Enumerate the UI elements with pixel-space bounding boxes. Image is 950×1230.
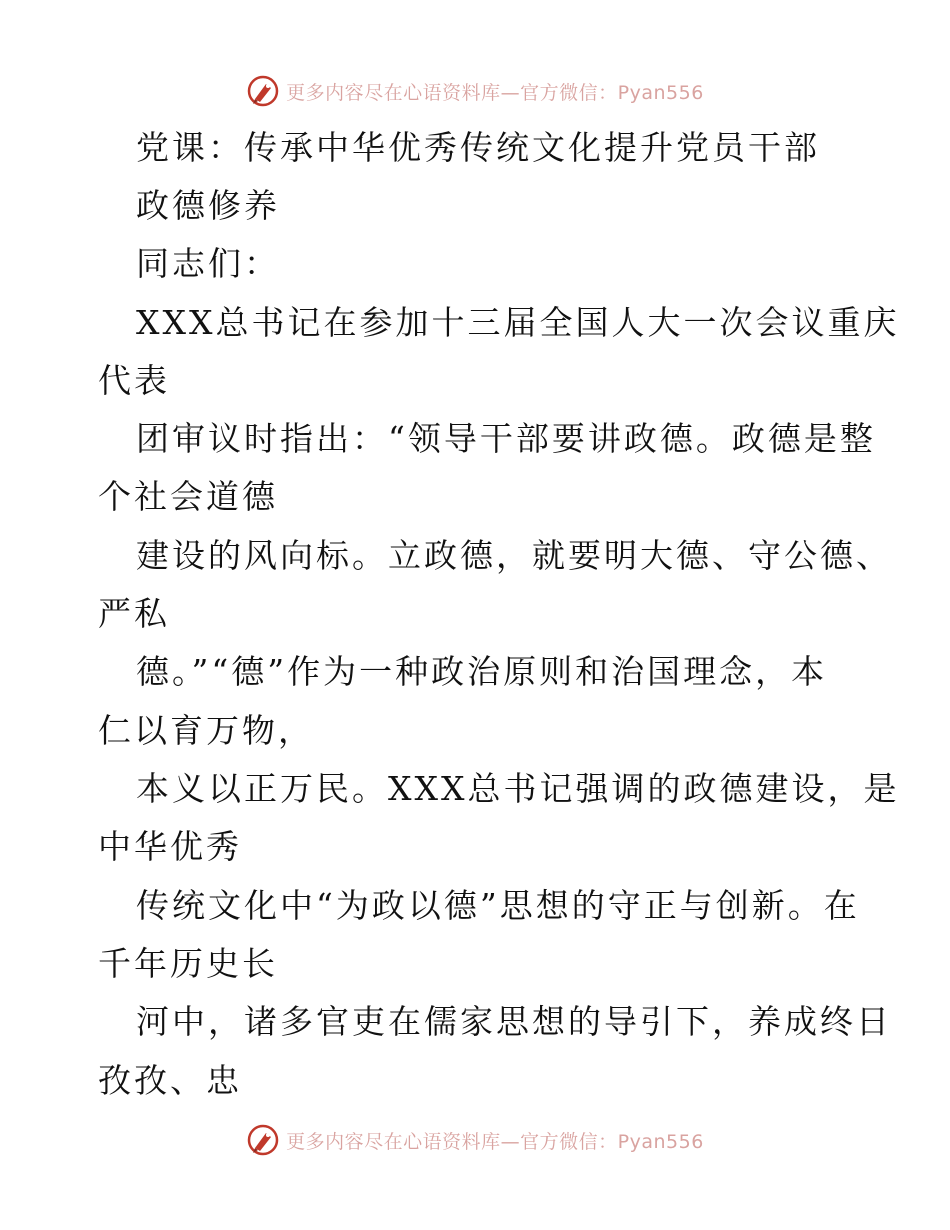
- paragraph-line: 仁以育万物，: [98, 711, 314, 750]
- paragraph-line: XXX总书记在参加十三届全国人大一次会议重庆: [136, 303, 900, 342]
- paragraph-line: 德。”“德”作为一种政治原则和治国理念，本: [136, 652, 828, 691]
- document-title-line-1: 党课：传承中华优秀传统文化提升党员干部: [136, 128, 820, 167]
- paragraph-line: 中华优秀: [98, 827, 242, 866]
- paragraph-line: 河中，诸多官吏在儒家思想的导引下，养成终日: [136, 1002, 892, 1041]
- paragraph-line: 团审议时指出：“领导干部要讲政德。政德是整: [136, 419, 876, 458]
- watermark-text: 更多内容尽在心语资料库—官方微信：Pyan556: [286, 1130, 704, 1153]
- paragraph-line: 千年历史长: [98, 944, 278, 983]
- paragraph-line: 代表: [98, 361, 170, 400]
- paragraph-line: 孜孜、忠: [98, 1061, 242, 1100]
- pen-logo-icon: [246, 1123, 280, 1157]
- paragraph-line: 本义以正万民。XXX总书记强调的政德建设，是: [136, 769, 900, 808]
- paragraph-line: 建设的风向标。立政德，就要明大德、守公德、: [136, 536, 892, 575]
- paragraph-line: 严私: [98, 594, 170, 633]
- watermark-text: 更多内容尽在心语资料库—官方微信：Pyan556: [286, 81, 704, 104]
- paragraph-line: 传统文化中“为政以德”思想的守正与创新。在: [136, 886, 860, 925]
- header-watermark: [0, 71, 950, 111]
- paragraph-line: 个社会道德: [98, 477, 278, 516]
- document-title-line-2: 政德修养: [136, 186, 280, 225]
- pen-logo-icon: [246, 74, 280, 108]
- footer-watermark: [0, 1120, 950, 1160]
- salutation: 同志们：: [136, 244, 280, 283]
